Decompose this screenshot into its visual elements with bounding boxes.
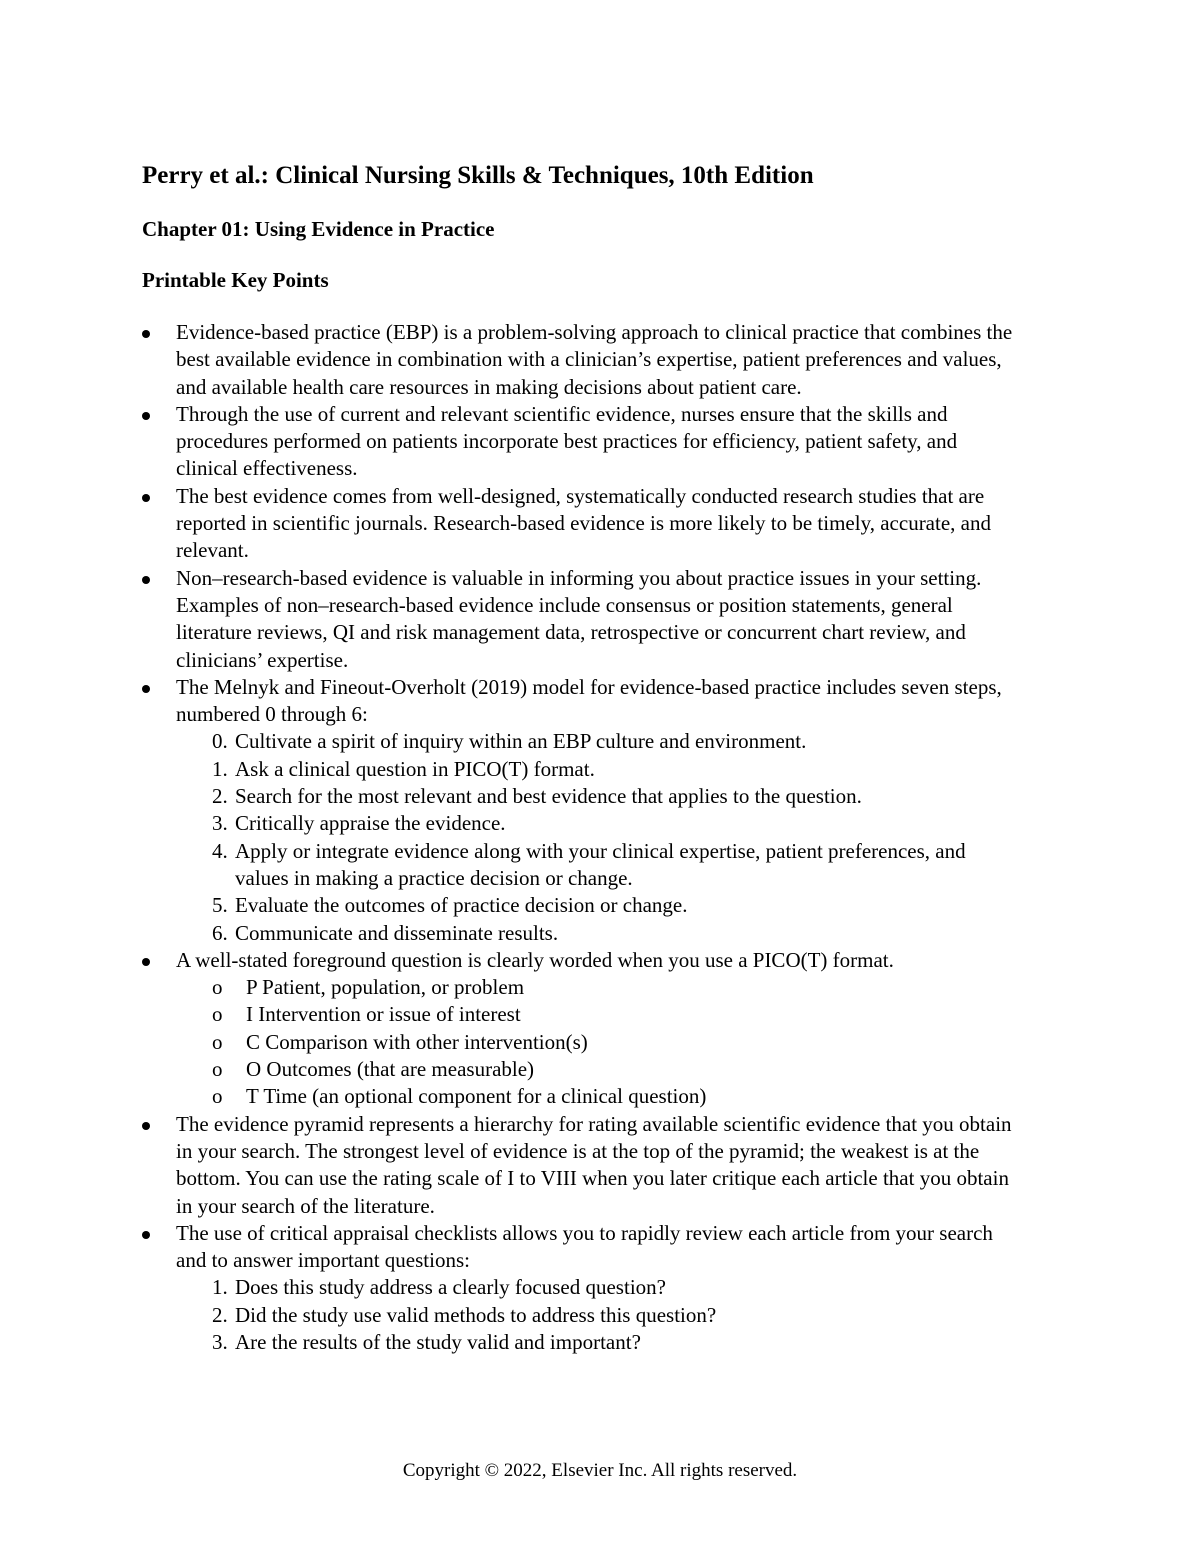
bullet-icon (142, 1231, 150, 1239)
pico-item: o O Outcomes (that are measurable) (212, 1057, 535, 1082)
key-points-list (142, 319, 1022, 1356)
key-point: Through the use of current and relevant scientific evidence, nurses ensure that the skills and procedures performed on patients incorporate best practices for efficiency, patient safety, and clinical effectiveness. (142, 401, 1022, 483)
key-point: The evidence pyramid represents a hierarchy for rating available scientific evidence that you obtain in your search. The strongest level of evidence is at the top of the pyramid; the weakest is at the bottom. You can use the rating scale of I to VIII when you later critique each article that you obtain in your search of the literature. (142, 1111, 1022, 1220)
ebp-step: 2. Search for the most relevant and best evidence that applies to the question. (212, 784, 862, 809)
section-heading: Printable Key Points (142, 268, 329, 292)
ebp-step: 6. Communicate and disseminate results. (212, 920, 559, 945)
pico-item: o C Comparison with other intervention(s) (212, 1029, 588, 1054)
bullet-icon (142, 685, 150, 693)
key-point: The Melnyk and Fineout-Overholt (2019) model for evidence-based practice includes seven steps, numbered 0 through 6: (142, 674, 1022, 729)
chapter-heading: Chapter 01: Using Evidence in Practice (142, 217, 495, 241)
ebp-step: 5. Evaluate the outcomes of practice decision or change. (212, 893, 688, 918)
document-title: Perry et al.: Clinical Nursing Skills & Techniques, 10th Edition (142, 162, 814, 189)
key-point: The use of critical appraisal checklists allows you to rapidly review each article from your search and to answer important questions: (142, 1220, 1022, 1275)
ebp-step: 1. Ask a clinical question in PICO(T) format. (212, 756, 595, 781)
bullet-icon (142, 576, 150, 584)
ebp-step: 4. Apply or integrate evidence along with your clinical expertise, patient preferences, and values in making a practice decision or change. (212, 838, 966, 890)
bullet-icon (142, 494, 150, 502)
pico-item: o I Intervention or issue of interest (212, 1002, 521, 1027)
bullet-icon (142, 330, 150, 338)
pico-item: o P Patient, population, or problem (212, 975, 525, 1000)
appraisal-question: 2. Did the study use valid methods to address this question? (212, 1302, 717, 1327)
bullet-icon (142, 412, 150, 420)
copyright-footer: Copyright © 2022, Elsevier Inc. All rights reserved. (402, 1460, 798, 1481)
bullet-icon (142, 1122, 150, 1130)
key-point: A well-stated foreground question is clearly worded when you use a PICO(T) format. (142, 947, 1022, 974)
key-point: The best evidence comes from well-designed, systematically conducted research studies that are reported in scientific journals. Research-based evidence is more likely to be timely, accurate, and relevant. (142, 483, 1022, 565)
ebp-step: 3. Critically appraise the evidence. (212, 811, 506, 836)
key-point: Evidence-based practice (EBP) is a problem-solving approach to clinical practice that combines the best available evidence in combination with a clinician’s expertise, patient preferences and values, and available health care resources in making decisions about patient care. (142, 319, 1022, 401)
key-point: Non–research-based evidence is valuable in informing you about practice issues in your setting. Examples of non–research-based evidence include consensus or position statements, general literature reviews, QI and risk management data, retrospective or concurrent chart review, and clinicians’ expertise. (142, 565, 1022, 674)
appraisal-question: 1. Does this study address a clearly focused question? (212, 1275, 666, 1300)
ebp-step: 0. Cultivate a spirit of inquiry within an EBP culture and environment. (212, 729, 807, 754)
bullet-icon (142, 958, 150, 966)
pico-item: o T Time (an optional component for a clinical question) (212, 1084, 707, 1109)
appraisal-question: 3. Are the results of the study valid and important? (212, 1329, 641, 1354)
